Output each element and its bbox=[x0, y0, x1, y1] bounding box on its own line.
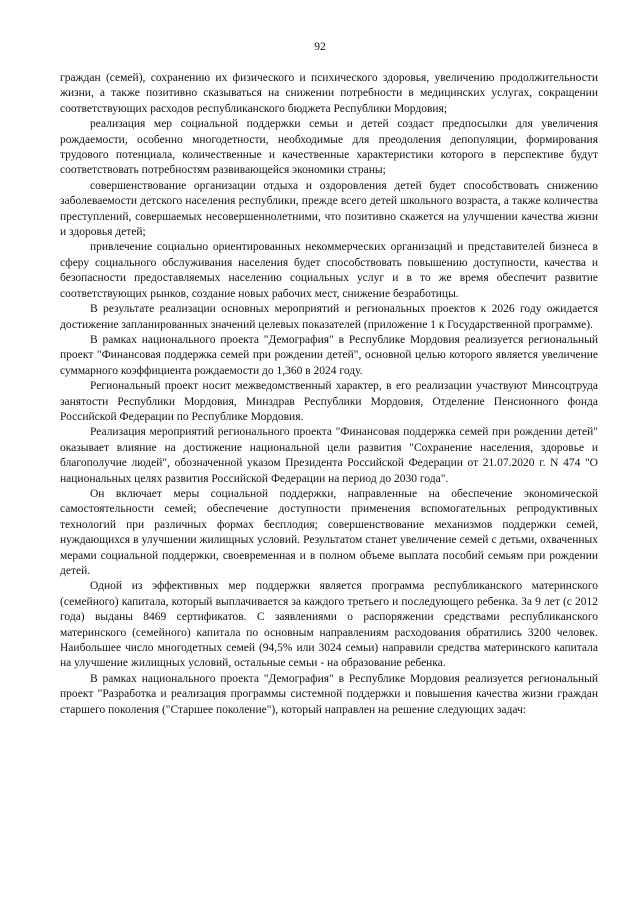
paragraph: реализация мер социальной поддержки семьи и детей создаст предпосылки для увеличения рождаемости, особенно многодетности, необходимые для преодоления депопуляции, формирования трудового потенциала, количественные и качественные характеристики которого в перспективе будут соответствовать потребностям развивающейся экономики страны; bbox=[60, 118, 598, 177]
document-body bbox=[60, 71, 598, 718]
paragraph: Одной из эффективных мер поддержки является программа республиканского материнского (семейного) капитала, который выплачивается за каждого третьего и последующего ребенка. За 9 лет (с 2012 года) выданы 8469 сертификатов. С заявлениями о распоряжении средствами республиканского материнского (семейного) капитала по основным направлениям расходования обратились 3200 человек. Наибольшее число многодетных семей (94,5% или 3024 семьи) направили средства материнского капитала на улучшение жилищных условий, остальные семьи - на образование ребенка. bbox=[60, 580, 598, 670]
paragraph: граждан (семей), сохранению их физического и психического здоровья, увеличению продолжительности жизни, а также позитивно сказываться на снижении потребности в медицинских услугах, сокращении соответствующих расходов республиканского бюджета Республики Мордовия; bbox=[60, 72, 598, 115]
paragraph: Региональный проект носит межведомственный характер, в его реализации участвуют Минсоцтруда занятости Республики Мордовия, Минздрав Республики Мордовия, Отделение Пенсионного фонда Российской Федерации по Республике Мордовия. bbox=[60, 380, 598, 423]
paragraph: В рамках национального проекта "Демография" в Республике Мордовия реализуется региональный проект "Финансовая поддержка семей при рождении детей", основной целью которого является увеличение суммарного коэффициента рождаемости до 1,360 в 2024 году. bbox=[60, 333, 598, 377]
page-number: 92 bbox=[314, 41, 326, 53]
paragraph: Он включает меры социальной поддержки, направленные на обеспечение экономической самостоятельности семей; обеспечение доступности применения вспомогательных репродуктивных технологий при различных формах бесплодия; совершенствование механизмов поддержки семей, нуждающихся в улучшении жилищных условий. Результатом станет увеличение семей с детьми, охваченных мерами социальной поддержки, своевременная и в полном объеме выплата пособий семьям при рождении детей. bbox=[60, 487, 598, 577]
paragraph: совершенствование организации отдыха и оздоровления детей будет способствовать снижению заболеваемости детского населения республики, прежде всего детей школьного возраста, а также количества преступлений, совершаемых несовершеннолетними, что позитивно скажется на улучшении качества жизни и здоровья детей; bbox=[60, 179, 598, 239]
paragraph: В результате реализации основных мероприятий и региональных проектов к 2026 году ожидается достижение запланированных значений целевых показателей (приложение 1 к Государственной программе). bbox=[60, 303, 598, 331]
paragraph: В рамках национального проекта "Демография" в Республике Мордовия реализуется региональный проект "Разработка и реализация программы системной поддержки и повышения качества жизни граждан старшего поколения ("Старшее поколение"), который направлен на решение следующих задач: bbox=[60, 672, 598, 716]
paragraph: Реализация мероприятий регионального проекта "Финансовая поддержка семей при рождении детей" оказывает влияние на достижение национальной цели развития "Сохранение населения, здоровье и благополучие людей", обозначенной указом Президента Российской Федерации от 21.07.2020 г. N 474 "О национальных целях развития Российской Федерации на период до 2030 года". bbox=[60, 426, 598, 485]
paragraph: привлечение социально ориентированных некоммерческих организаций и представителей бизнеса в сферу социального обслуживания населения будет способствовать повышению доступности, качества и безопасности предоставляемых населению социальных услуг и в то же время обеспечит развитие соответствующих рынков, создание новых рабочих мест, снижение безработицы. bbox=[60, 241, 598, 300]
